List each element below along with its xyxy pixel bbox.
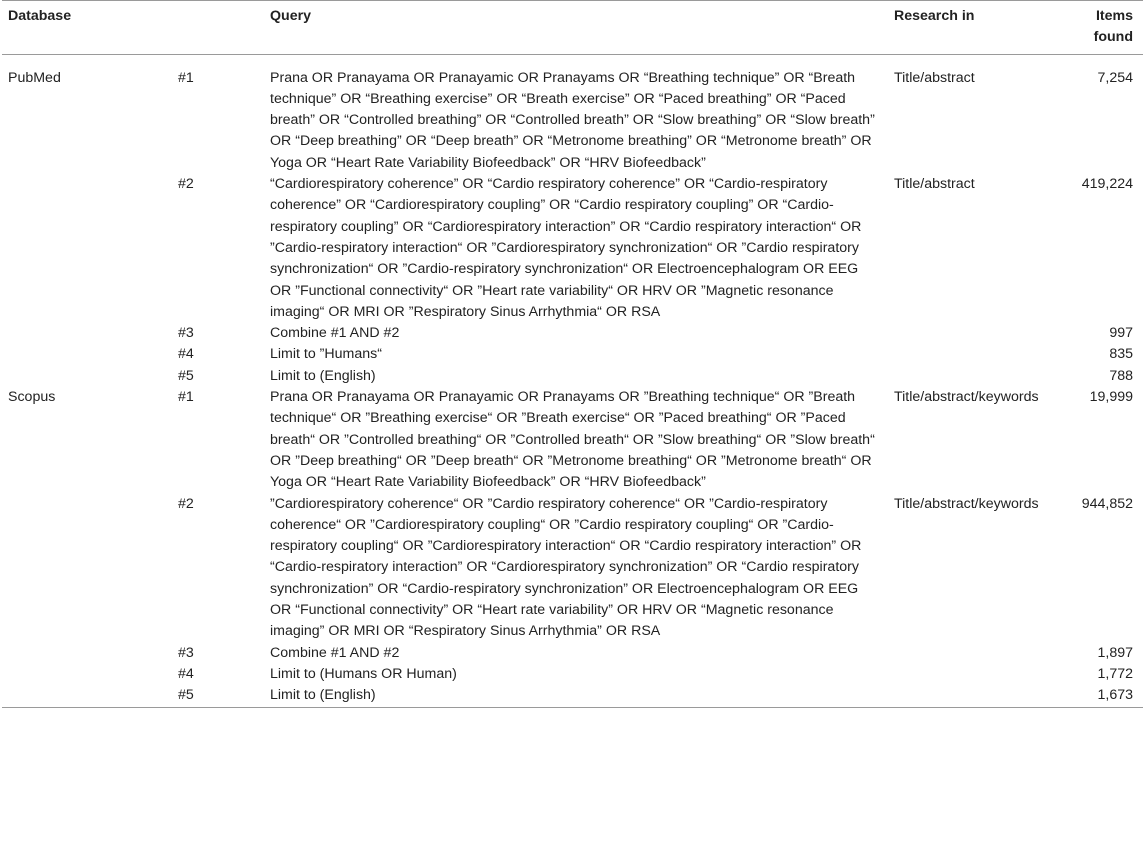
cell-research-in: Title/abstract/keywords (894, 389, 1039, 406)
table-row (2, 174, 1143, 323)
cell-items-found: 944,852 (1081, 495, 1133, 512)
header-row (2, 1, 1143, 55)
table-row (2, 366, 1143, 387)
cell-query: Prana OR Pranayama OR Pranayamic OR Pranayams OR “Breathing technique” OR “Breath technique” OR “Breathing exercise” OR “Breath exercise” OR “Paced breathing” OR “Paced breath” OR “Controlled breathing” OR “Controlled breath” OR “Slow breathing” OR “Slow breath” OR “Deep breathing” OR “Deep breath” OR “Metronome breathing” OR “Metronome breath” OR Yoga OR “Heart Rate Variability Biofeedback” OR “HRV Biofeedback” (270, 69, 875, 171)
table-row (2, 664, 1143, 685)
header-items-found-line1: Items (1095, 8, 1133, 24)
cell-database (2, 643, 172, 664)
cell-database (2, 494, 172, 643)
table-header (2, 1, 1143, 55)
cell-query: Combine #1 AND #2 (270, 325, 400, 342)
cell-research-in (888, 344, 1056, 365)
cell-items-found: 835 (1109, 346, 1133, 363)
cell-research-in (888, 366, 1056, 387)
cell-items-found: 7,254 (1097, 69, 1133, 86)
cell-step: #2 (178, 176, 194, 193)
cell-query: ”Cardiorespiratory coherence“ OR ”Cardio respiratory coherence“ OR ”Cardio-respiratory coherence“ OR ”Cardiorespiratory coupling“ OR ”Cardio respiratory coupling“ OR ”Cardio-respiratory coupling“ OR ”Cardiorespiratory interaction“ OR “Cardio respiratory interaction” OR “Cardio-respiratory interaction” OR “Cardiorespiratory synchronization” OR “Cardio respiratory synchronization” OR “Cardio-respiratory synchronization” OR Electroencephalogram OR EEG OR “Functional connectivity” OR “Heart rate variability” OR HRV OR “Magnetic resonance imaging” OR MRI OR “Respiratory Sinus Arrhythmia” OR RSA (270, 495, 862, 640)
header-research-in: Research in (894, 8, 975, 24)
cell-items-found: 1,673 (1097, 687, 1133, 704)
cell-items-found: 1,897 (1097, 644, 1133, 661)
table-row (2, 494, 1143, 643)
header-query: Query (270, 8, 312, 24)
cell-database (2, 685, 172, 707)
cell-database: Scopus (8, 389, 56, 406)
cell-research-in: Title/abstract (894, 69, 975, 86)
cell-query: Combine #1 AND #2 (270, 644, 400, 661)
cell-query: Limit to ”Humans“ (270, 346, 382, 363)
header-items-found-line2: found (1093, 29, 1133, 46)
cell-research-in: Title/abstract/keywords (894, 495, 1039, 512)
cell-items-found: 19,999 (1089, 389, 1133, 406)
cell-research-in (888, 664, 1056, 685)
cell-step: #5 (178, 367, 194, 384)
cell-database (2, 344, 172, 365)
cell-database (2, 366, 172, 387)
table-row (2, 323, 1143, 344)
cell-step: #3 (178, 644, 194, 661)
cell-step: #3 (178, 325, 194, 342)
cell-research-in (888, 685, 1056, 707)
cell-items-found: 1,772 (1097, 665, 1133, 682)
cell-items-found: 997 (1109, 325, 1133, 342)
cell-research-in: Title/abstract (894, 176, 975, 193)
cell-query: Prana OR Pranayama OR Pranayamic OR Pranayams OR ”Breathing technique“ OR ”Breath technique“ OR ”Breathing exercise“ OR ”Breath exercise“ OR ”Paced breathing“ OR ”Paced breath“ OR ”Controlled breathing“ OR ”Controlled breath“ OR ”Slow breathing“ OR ”Slow breath“ OR ”Deep breathing“ OR ”Deep breath“ OR ”Metronome breathing“ OR ”Metronome breath“ OR Yoga OR “Heart Rate Variability Biofeedback” OR “HRV Biofeedback” (270, 389, 875, 491)
header-step (172, 1, 264, 55)
header-items-found (1056, 1, 1143, 55)
cell-database (2, 664, 172, 685)
cell-database: PubMed (8, 69, 61, 86)
header-database: Database (8, 8, 72, 24)
table-row (2, 344, 1143, 365)
cell-items-found: 788 (1109, 367, 1133, 384)
cell-step: #4 (178, 665, 194, 682)
cell-research-in (888, 643, 1056, 664)
table-row (2, 54, 1143, 174)
cell-research-in (888, 323, 1056, 344)
cell-database (2, 323, 172, 344)
table-row (2, 643, 1143, 664)
search-strategy-table (2, 0, 1143, 708)
cell-query: “Cardiorespiratory coherence” OR “Cardio respiratory coherence” OR “Cardio-respiratory coherence” OR “Cardiorespiratory coupling” OR “Cardio respiratory coupling” OR “Cardio-respiratory coupling” OR “Cardiorespiratory interaction” OR “Cardio respiratory interaction“ OR ”Cardio-respiratory interaction“ OR ”Cardiorespiratory synchronization“ OR ”Cardio respiratory synchronization“ OR ”Cardio-respiratory synchronization“ OR Electroencephalogram OR EEG OR ”Functional connectivity“ OR ”Heart rate variability“ OR HRV OR ”Magnetic resonance imaging“ OR MRI OR ”Respiratory Sinus Arrhythmia“ OR RSA (270, 176, 862, 320)
cell-step: #5 (178, 687, 194, 704)
cell-query: Limit to (Humans OR Human) (270, 665, 457, 682)
table-body (2, 54, 1143, 707)
cell-step: #2 (178, 495, 194, 512)
cell-step: #1 (178, 69, 194, 86)
table-row (2, 387, 1143, 493)
cell-query: Limit to (English) (270, 367, 376, 384)
cell-step: #4 (178, 346, 194, 363)
cell-items-found: 419,224 (1081, 176, 1133, 193)
cell-query: Limit to (English) (270, 687, 376, 704)
cell-database (2, 174, 172, 323)
cell-step: #1 (178, 389, 194, 406)
table-row (2, 685, 1143, 707)
